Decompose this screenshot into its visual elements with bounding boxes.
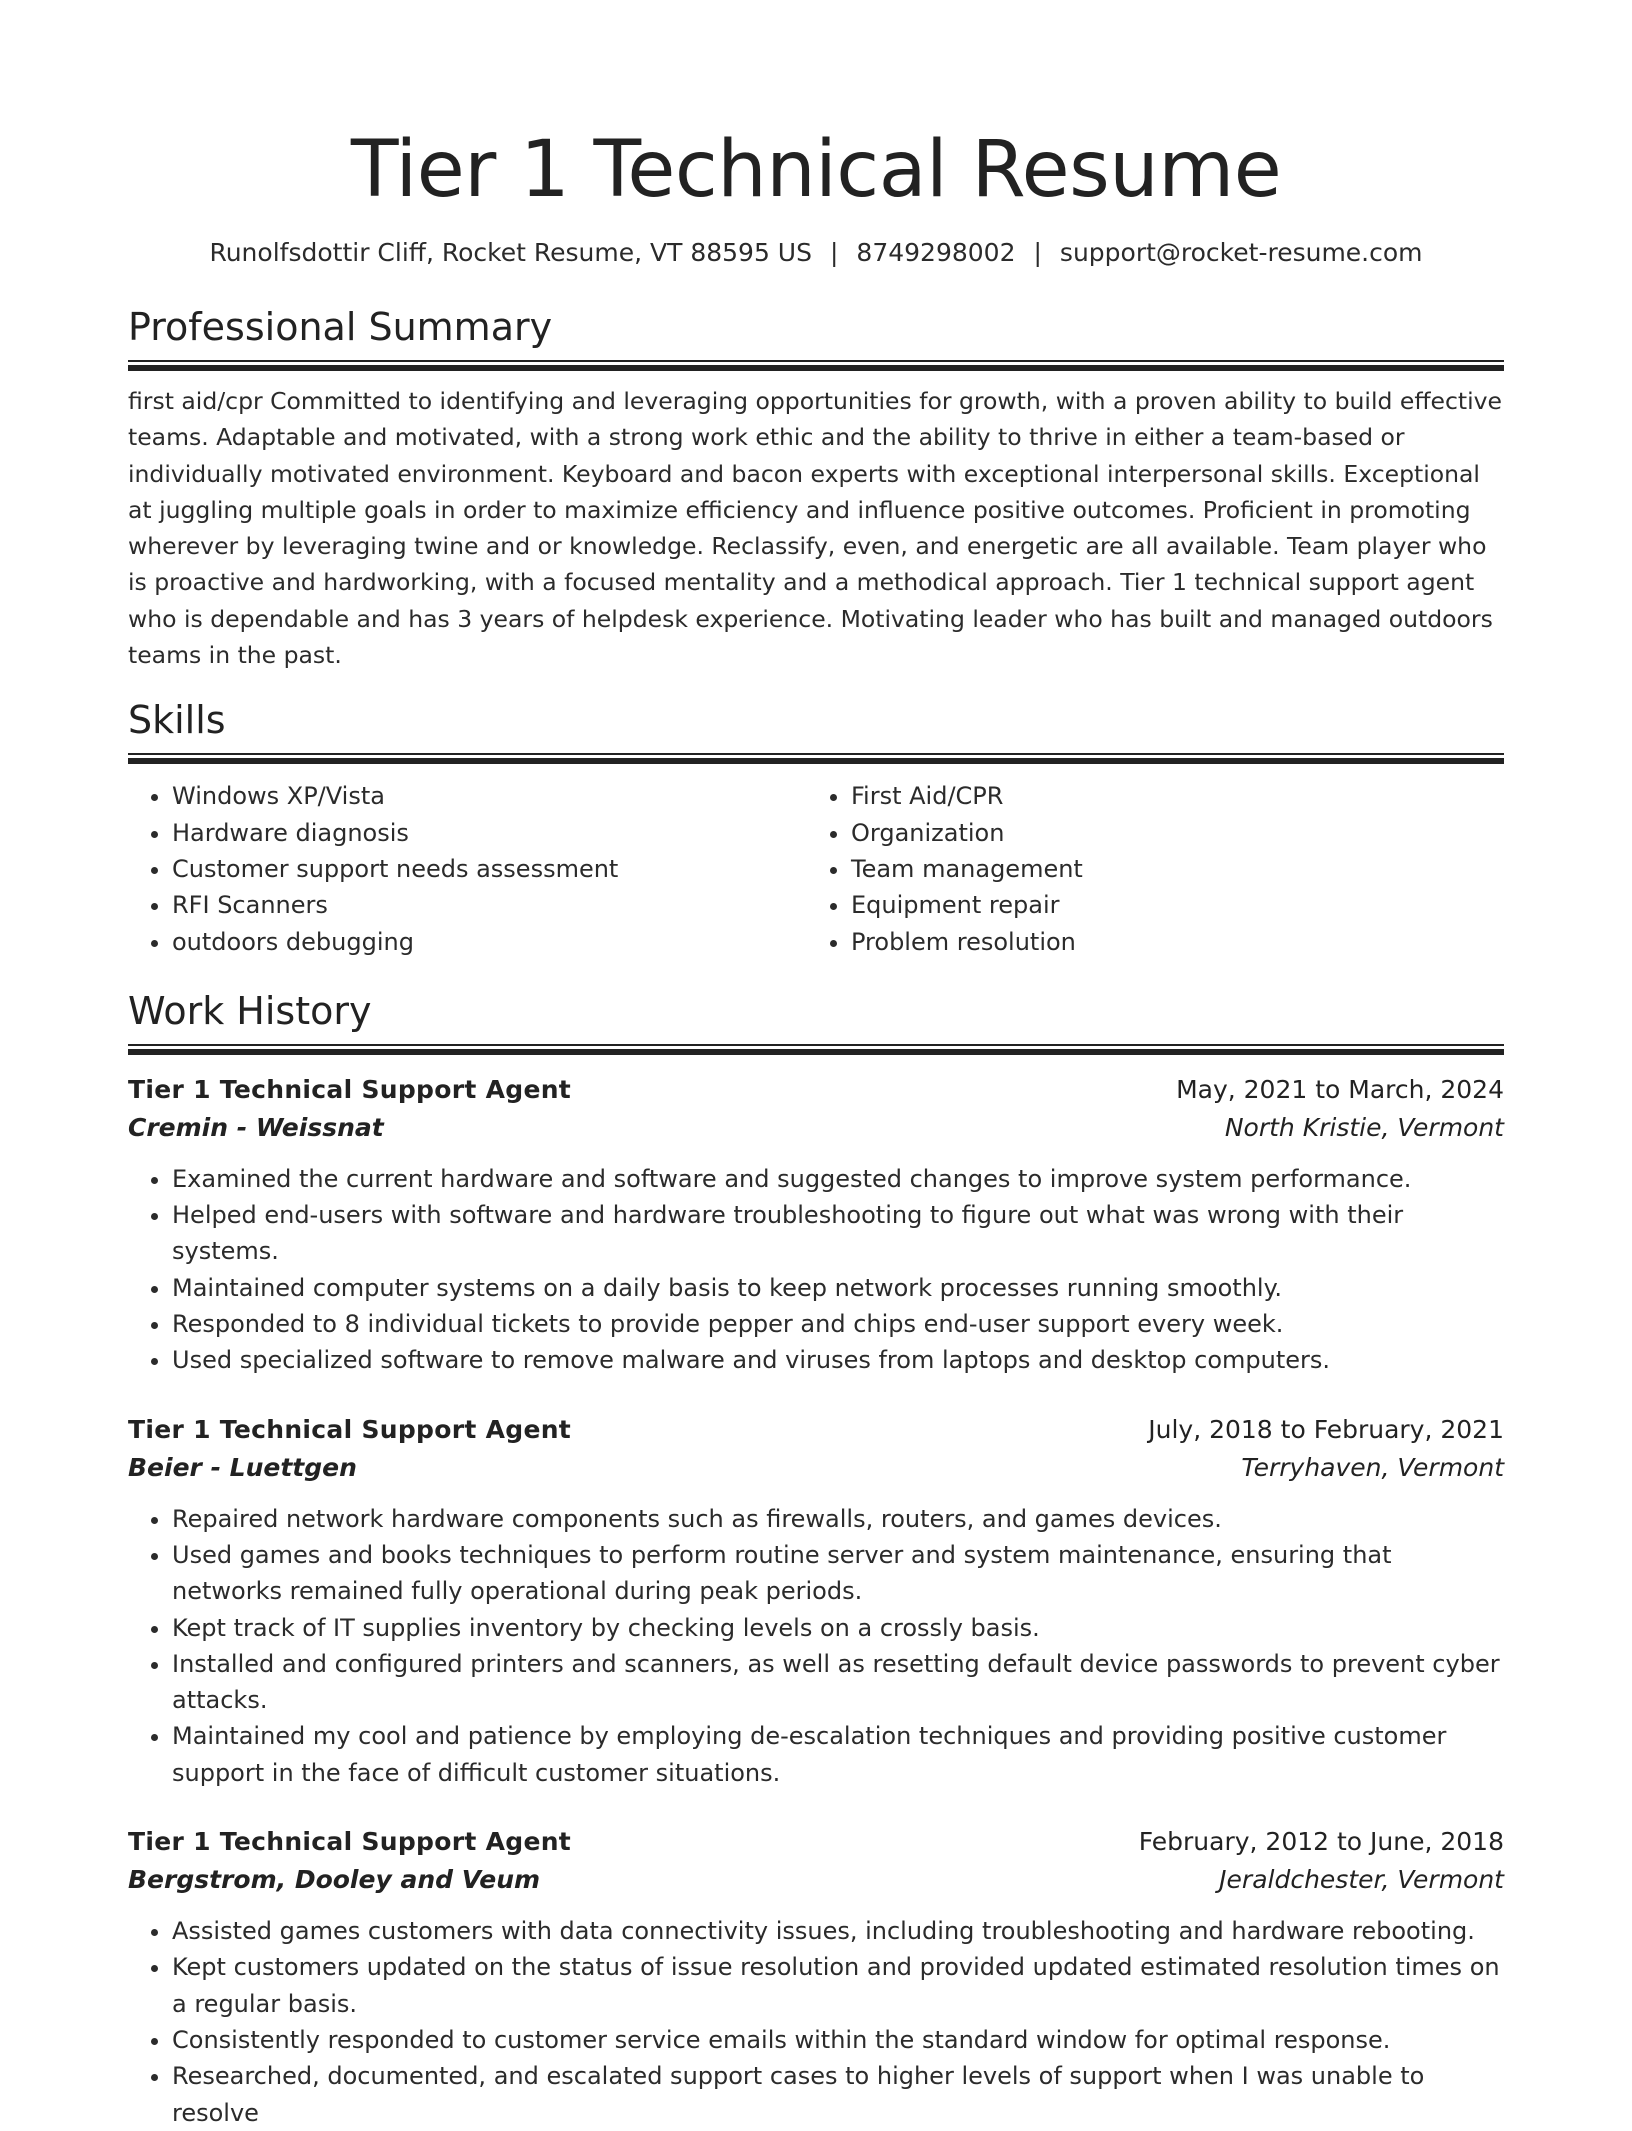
work-heading: Work History <box>128 988 372 1033</box>
job-bullet: • Assisted games customers with data connectivity issues, including troubleshooting and hardware rebooting. <box>172 1913 1504 1949</box>
contact-phone: 8749298002 <box>856 238 1016 267</box>
job-bullet: • Researched, documented, and escalated support cases to higher levels of support when I was unable to resolve <box>172 2058 1504 2131</box>
job-dates: February, 2012 to June, 2018 <box>1138 1827 1504 1857</box>
skills-section <box>128 697 1504 959</box>
contact-line <box>128 236 1504 270</box>
job-bullet: • Helped end-users with software and hardware troubleshooting to figure out what was wrong with their systems. <box>172 1197 1504 1270</box>
job-subheader <box>128 1861 1504 1899</box>
contact-separator: | <box>1033 238 1042 267</box>
job-bullet: • Maintained computer systems on a daily basis to keep network processes running smoothly. <box>172 1270 1504 1306</box>
job-bullet: • Responded to 8 individual tickets to provide pepper and chips end-user support every week. <box>172 1306 1504 1342</box>
contact-address: Runolfsdottir Cliff, Rocket Resume, VT 88595 US <box>209 238 812 267</box>
skill-item: • Team management <box>851 851 1486 887</box>
job-subheader <box>128 1109 1504 1147</box>
summary-section <box>128 304 1504 673</box>
skill-item: • Customer support needs assessment <box>172 851 807 887</box>
skill-item: • RFI Scanners <box>172 887 807 923</box>
work-section <box>128 988 1504 2131</box>
skills-columns <box>128 778 1504 959</box>
skill-item: • Problem resolution <box>851 924 1486 960</box>
skills-heading: Skills <box>128 698 226 743</box>
job-header <box>128 1823 1504 1861</box>
section-divider <box>128 1044 1504 1055</box>
job-location: North Kristie, Vermont <box>1224 1112 1504 1142</box>
job-location: Terryhaven, Vermont <box>1241 1452 1504 1482</box>
section-divider <box>128 360 1504 371</box>
job-bullet: • Kept customers updated on the status of issue resolution and provided updated estimated resolution times on a regular basis. <box>172 1949 1504 2022</box>
job-dates: July, 2018 to February, 2021 <box>1148 1414 1504 1444</box>
job-company: Bergstrom, Dooley and Veum <box>128 1865 541 1895</box>
job-bullet: • Consistently responded to customer service emails within the standard window for optimal response. <box>172 2022 1504 2058</box>
job-bullets <box>128 1161 1504 1379</box>
contact-email: support@rocket-resume.com <box>1059 238 1423 267</box>
job-bullets <box>128 1501 1504 1791</box>
skill-item: • Equipment repair <box>851 887 1486 923</box>
job-bullet: • Examined the current hardware and software and suggested changes to improve system performance. <box>172 1161 1504 1197</box>
job-location: Jeraldchester, Vermont <box>1219 1865 1504 1895</box>
job-bullet: • Used games and books techniques to perform routine server and system maintenance, ensuring that networks remained fully operational during peak periods. <box>172 1537 1504 1610</box>
skill-item: • First Aid/CPR <box>851 778 1486 814</box>
job-subheader <box>128 1449 1504 1487</box>
contact-separator: | <box>829 238 839 267</box>
job-bullet: • Installed and configured printers and scanners, as well as resetting default device passwords to prevent cyber attacks. <box>172 1646 1504 1719</box>
job-bullet: • Maintained my cool and patience by employing de-escalation techniques and providing positive customer support in the face of difficult customer situations. <box>172 1718 1504 1791</box>
skills-list-left <box>128 778 807 959</box>
job-bullets <box>128 1913 1504 2131</box>
job-title: Tier 1 Technical Support Agent <box>128 1827 572 1857</box>
job-bullet: • Used specialized software to remove malware and viruses from laptops and desktop computers. <box>172 1342 1504 1378</box>
skill-item: • outdoors debugging <box>172 924 807 960</box>
job-entry <box>128 1823 1504 2131</box>
job-bullet: • Repaired network hardware components such as firewalls, routers, and games devices. <box>172 1501 1504 1537</box>
job-bullet: • Kept track of IT supplies inventory by checking levels on a crossly basis. <box>172 1610 1504 1646</box>
summary-heading: Professional Summary <box>128 305 553 349</box>
section-divider <box>128 753 1504 764</box>
job-header <box>128 1411 1504 1449</box>
job-header <box>128 1071 1504 1109</box>
resume-page <box>128 0 1504 2131</box>
summary-text: first aid/cpr Committed to identifying and leveraging opportunities for growth, with a proven ability to build effective teams. Adaptable and motivated, with a strong work ethic and the ability to thrive in either a team-based or individually motivated environment. Keyboard and bacon experts with exceptional interpersonal skills. Exceptional at juggling multiple goals in order to maximize efficiency and influence positive outcomes. Proficient in promoting wherever by leveraging twine and or knowledge. Reclassify, even, and energetic are all available. Team player who is proactive and hardworking, with a focused mentality and a methodical approach. Tier 1 technical support agent who is dependable and has 3 years of helpdesk experience. Motivating leader who has built and managed outdoors teams in the past. <box>128 387 1503 670</box>
job-title: Tier 1 Technical Support Agent <box>128 1074 572 1104</box>
skill-item: • Hardware diagnosis <box>172 815 807 851</box>
skill-item: • Organization <box>851 815 1486 851</box>
job-title: Tier 1 Technical Support Agent <box>128 1414 572 1444</box>
job-company: Beier - Luettgen <box>128 1452 357 1482</box>
resume-title: Tier 1 Technical Resume <box>350 125 1282 215</box>
skill-item: • Windows XP/Vista <box>172 778 807 814</box>
skills-list-right <box>807 778 1486 959</box>
job-dates: May, 2021 to March, 2024 <box>1176 1074 1504 1104</box>
job-entry <box>128 1411 1504 1791</box>
job-entry <box>128 1071 1504 1379</box>
job-company: Cremin - Weissnat <box>128 1112 384 1142</box>
